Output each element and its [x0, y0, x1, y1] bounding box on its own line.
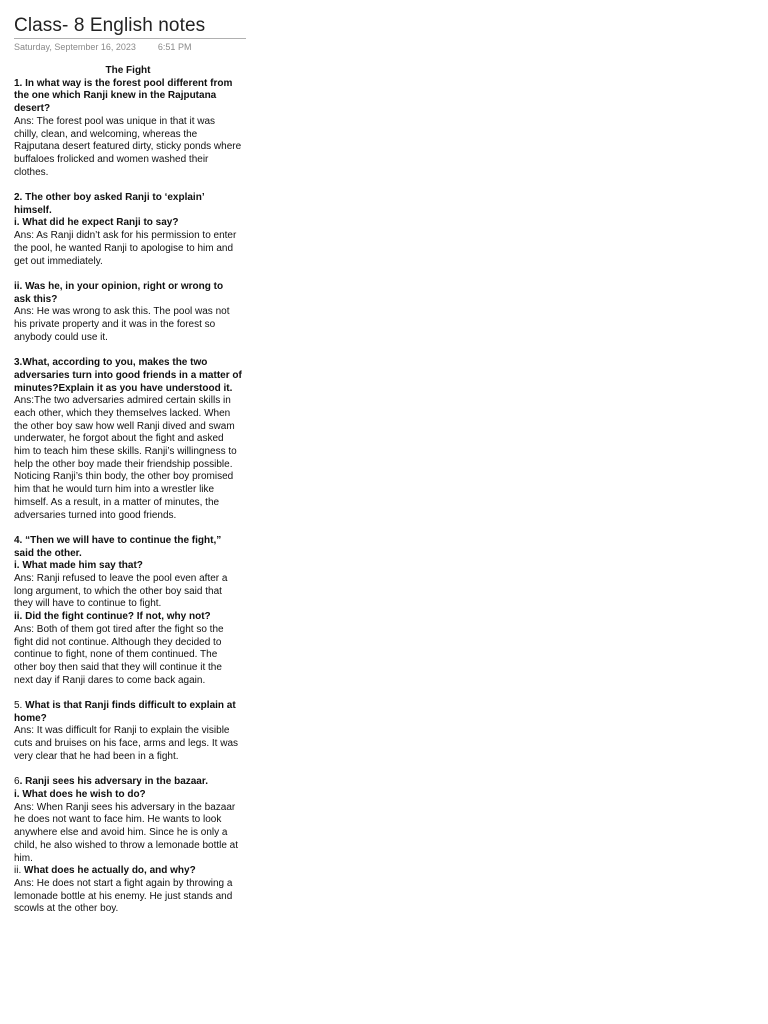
question-4: 4. “Then we will have to continue the fight,” said the other. — [14, 534, 222, 559]
question-6-part-2 — [14, 865, 242, 878]
question-2-part-2: ii. Was he, in your opinion, right or wrong to ask this? — [14, 280, 224, 305]
title-divider — [14, 38, 246, 39]
page-date: Saturday, September 16, 2023 — [14, 42, 136, 52]
question-5-text: What is that Ranji finds difficult to explain at home? — [14, 700, 236, 724]
note-content[interactable] — [14, 65, 242, 916]
question-5 — [14, 700, 242, 725]
question-6-number: 6 — [14, 776, 20, 788]
answer-1: Ans: The forest pool was unique in that it was chilly, clean, and welcoming, whereas the Rajputana desert featured dirty, sticky ponds where buffaloes frolicked and women washed their clothes. — [14, 115, 242, 178]
question-6-text: . Ranji sees his adversary in the bazaar. — [19, 776, 208, 788]
answer-2-part-2: Ans: He was wrong to ask this. The pool was not his private property and it was in the forest so anybody could use it. — [14, 306, 230, 343]
answer-6-part-1: Ans: When Ranji sees his adversary in the bazaar he does not want to face him. He wants to look anywhere else and avoid him. Since he is only a child, he also wished to throw a lemonade bottle at him. — [14, 801, 239, 864]
answer-5: Ans: It was difficult for Ranji to explain the visible cuts and bruises on his face, arms and legs. It was very clear that he had been in a fight. — [14, 725, 238, 762]
question-block-3 — [14, 357, 242, 522]
answer-4-part-2: Ans: Both of them got tired after the fight so the fight did not continue. Although they decided to continue to fight, none of them continued. The other boy then said that they will continue it the next day if Ranji dares to come back again. — [14, 623, 224, 686]
question-block-6 — [14, 776, 242, 916]
question-3: 3.What, according to you, makes the two adversaries turn into good friends in a matter of minutes?Explain it as you have understood it. — [14, 357, 242, 394]
note-page — [14, 14, 246, 916]
page-time: 6:51 PM — [157, 42, 192, 52]
question-2: 2. The other boy asked Ranji to ‘explain’ himself. — [14, 192, 205, 216]
question-block-5 — [14, 700, 242, 764]
page-title[interactable]: Class- 8 English notes — [14, 15, 206, 36]
question-1: 1. In what way is the forest pool different from the one which Ranji knew in the Rajputana desert? — [14, 77, 233, 115]
question-2-part-1: i. What did he expect Ranji to say? — [14, 217, 179, 229]
question-4-part-1: i. What made him say that? — [14, 560, 143, 572]
answer-3: Ans:The two adversaries admired certain skills in each other, which they themselves lacked. When the other boy saw how well Ranji dived and swam underwater, he forgot about the fight and asked him to teach him these skills. Ranji’s willingness to help the other boy made their friendship possible. Noticing Ranji’s thin body, the other boy promised him that he would turn him into a wrestler like himself. As a result, in a matter of minutes, the adversaries turned into good friends. — [14, 395, 237, 521]
question-5-number: 5. — [14, 700, 23, 712]
section-heading: The Fight — [105, 65, 151, 76]
question-6-part-2-label: ii. — [14, 865, 22, 877]
question-block-4 — [14, 535, 242, 687]
answer-4-part-1: Ans: Ranji refused to leave the pool even after a long argument, to which the other boy said that they will have to continue to fight. — [14, 573, 228, 610]
question-block-2 — [14, 192, 242, 344]
answer-2-part-1: Ans: As Ranji didn’t ask for his permission to enter the pool, he wanted Ranji to apologise to him and get out immediately. — [14, 230, 237, 267]
question-6-part-2-text: What does he actually do, and why? — [24, 865, 196, 877]
question-block-1 — [14, 78, 242, 180]
answer-6-part-2: Ans: He does not start a fight again by throwing a lemonade bottle at his enemy. He just stands and scowls at the other boy. — [14, 877, 233, 915]
question-6-part-1: i. What does he wish to do? — [14, 788, 146, 800]
page-metadata — [14, 41, 246, 53]
question-6 — [14, 776, 242, 789]
question-4-part-2: ii. Did the fight continue? If not, why not? — [14, 611, 211, 623]
